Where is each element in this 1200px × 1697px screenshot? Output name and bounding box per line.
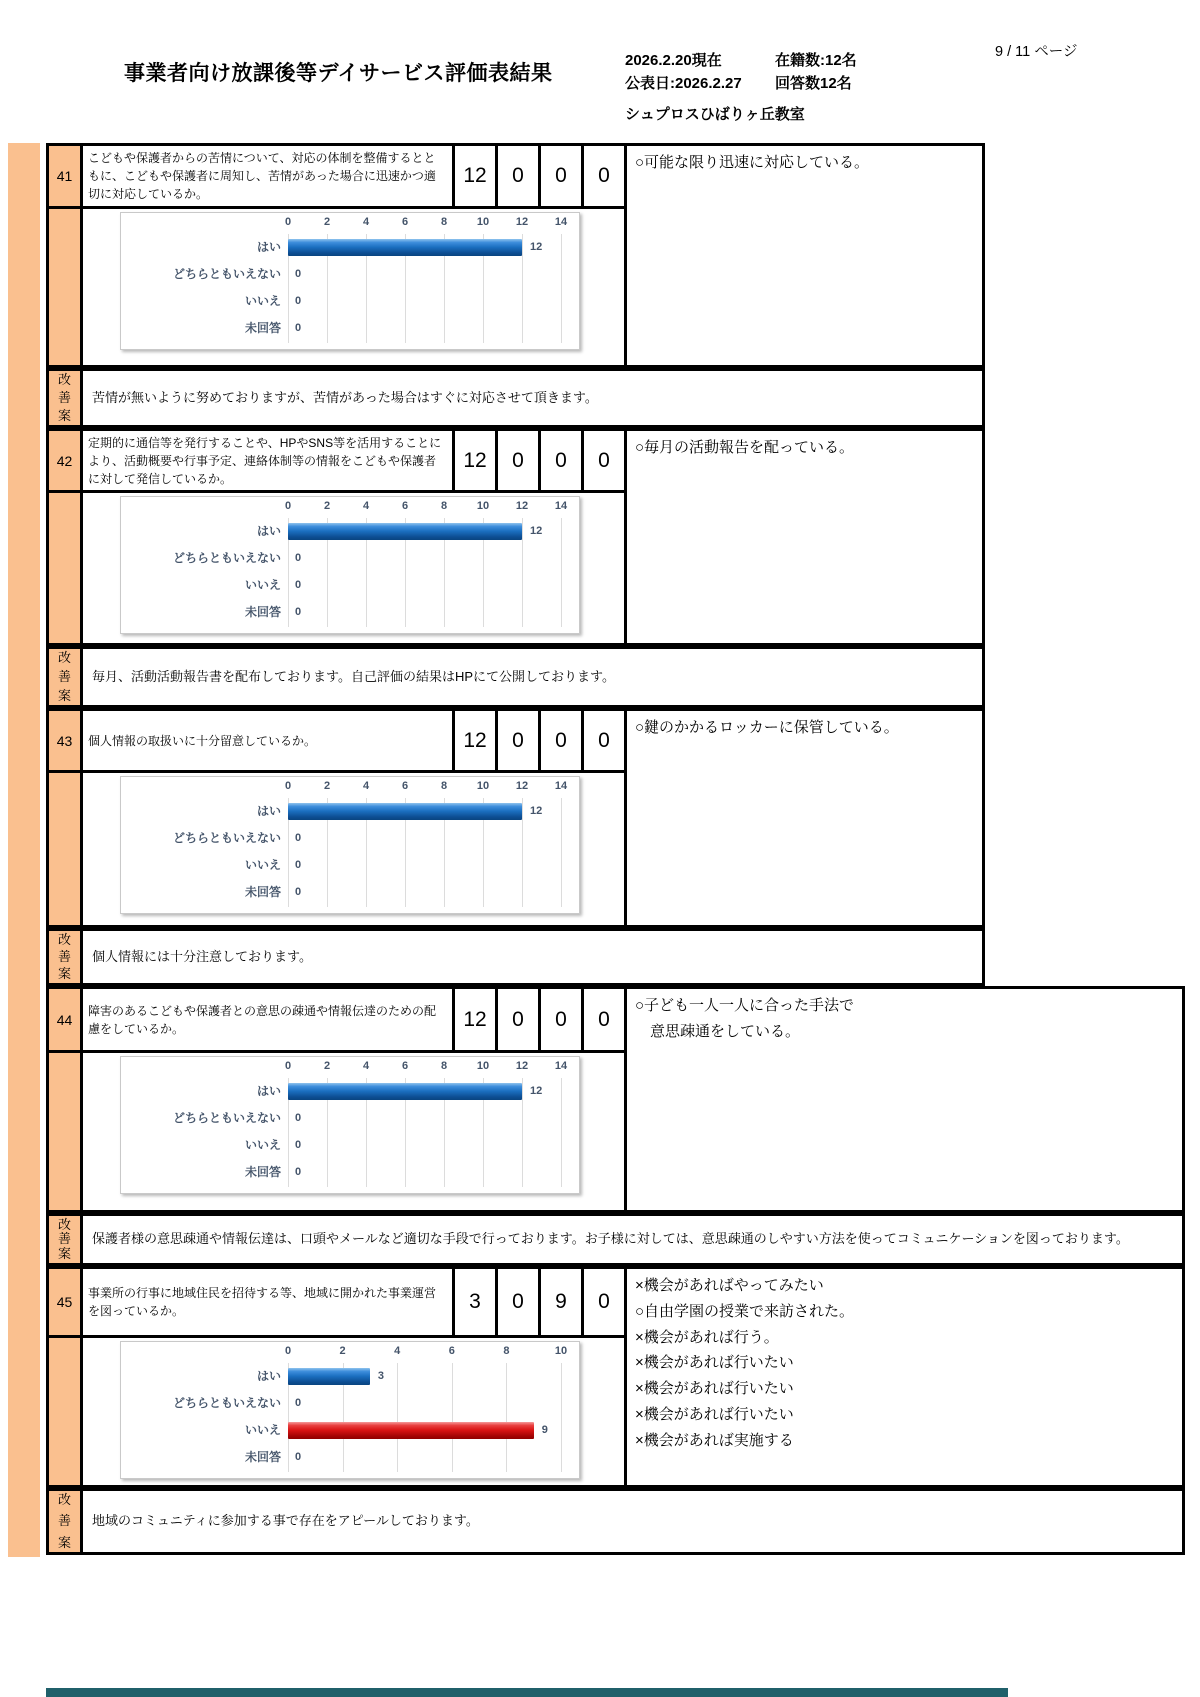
chart-row — [121, 261, 579, 288]
improvement-text: 毎月、活動活動報告書を配布しております。自己評価の結果はHPにて公開しております。 — [83, 649, 982, 705]
evaluation-section — [46, 708, 1185, 986]
category-label: 未回答 — [244, 1450, 281, 1464]
axis-tick-label: 12 — [515, 780, 529, 792]
value-label: 0 — [295, 322, 302, 334]
question-number: 45 — [49, 1269, 80, 1335]
question-number: 43 — [49, 711, 80, 770]
axis-tick-label: 8 — [503, 1345, 510, 1357]
value-label: 0 — [295, 1139, 302, 1151]
publish-date: 公表日:2026.2.27 — [625, 74, 742, 92]
bar-zone — [288, 1132, 579, 1159]
category-label: 未回答 — [244, 885, 281, 899]
bar-red — [288, 1422, 534, 1439]
evaluation-section — [46, 986, 1185, 1266]
question-number: 44 — [49, 989, 80, 1050]
comment-line: 意思疎通をしている。 — [635, 1022, 801, 1040]
score-no: 0 — [541, 711, 581, 770]
meta-row-1 — [625, 50, 857, 73]
chart-row — [121, 825, 579, 852]
bar-chart — [120, 776, 580, 914]
bar-blue — [288, 239, 522, 256]
score-noanswer: 0 — [584, 1269, 624, 1335]
axis-tick-label: 8 — [440, 780, 448, 792]
improvement-label-char: 善 — [57, 1513, 71, 1529]
value-label: 0 — [295, 579, 302, 591]
question-text: こどもや保護者からの苦情について、対応の体制を整備するとともに、こどもや保護者に周知し、苦情があった場合に迅速かつ適切に対応しているか。 — [83, 146, 452, 206]
improvement-label-char: 案 — [57, 407, 71, 423]
axis-tick-label: 2 — [323, 1060, 331, 1072]
facility-name: シュプロスひばりヶ丘教室 — [625, 106, 805, 123]
bar-zone — [288, 1363, 579, 1390]
score-neither: 0 — [498, 989, 538, 1050]
axis-tick-label: 4 — [362, 1060, 370, 1072]
score-noanswer: 0 — [584, 431, 624, 490]
chart-row-orange-cell — [49, 493, 80, 643]
axis-tick-label: 6 — [401, 1060, 409, 1072]
section-grid — [46, 708, 985, 928]
category-label: いいえ — [244, 1138, 281, 1152]
category-label: はい — [256, 240, 281, 254]
chart-row — [121, 1444, 579, 1471]
score-neither: 0 — [498, 431, 538, 490]
axis-tick-label: 0 — [284, 500, 292, 512]
comment-line: ○子ども一人一人に合った手法で — [635, 997, 855, 1014]
chart-row-orange-cell — [49, 773, 80, 925]
axis-tick-label: 8 — [440, 1060, 448, 1072]
bar-zone — [288, 798, 579, 825]
axis-tick-label: 14 — [554, 780, 568, 792]
axis-tick-label: 0 — [284, 1345, 292, 1357]
improvement-label-char: 案 — [57, 1245, 71, 1261]
comment-line: ×機会があれば行いたい — [635, 1405, 794, 1423]
chart-row — [121, 1363, 579, 1390]
improvement-text: 苦情が無いように努めておりますが、苦情があった場合はすぐに対応させて頂きます。 — [83, 371, 982, 425]
left-orange-strip — [8, 143, 40, 1557]
chart-cell — [83, 773, 624, 925]
comment-line: ×機会があれば行う。 — [635, 1328, 779, 1346]
category-label: どちらともいえない — [172, 1111, 281, 1125]
improvement-label-char: 改 — [57, 1217, 71, 1232]
question-text: 個人情報の取扱いに十分留意しているか。 — [83, 711, 452, 770]
axis-tick-label: 6 — [401, 780, 409, 792]
bar-zone — [288, 1390, 579, 1417]
improvement-label-char: 改 — [57, 932, 71, 947]
improvement-label-char: 善 — [57, 389, 71, 405]
score-neither: 0 — [498, 1269, 538, 1335]
axis-tick-label: 2 — [339, 1345, 346, 1357]
axis-tick-label: 0 — [284, 780, 292, 792]
chart-row — [121, 315, 579, 342]
improvement-label-char: 改 — [57, 1492, 71, 1507]
score-no: 9 — [541, 1269, 581, 1335]
bar-zone — [288, 288, 579, 315]
bar-chart — [120, 1341, 580, 1479]
chart-row — [121, 1159, 579, 1186]
value-label: 12 — [530, 805, 543, 817]
bar-zone — [288, 545, 579, 572]
category-label: どちらともいえない — [172, 1396, 281, 1410]
chart-row — [121, 1078, 579, 1105]
improvement-row — [46, 1488, 1185, 1555]
value-label: 0 — [295, 295, 302, 307]
table-body — [46, 143, 1185, 1555]
value-label: 0 — [295, 1112, 302, 1124]
comment-line: ○可能な限り迅速に対応している。 — [635, 154, 870, 171]
bar-zone — [288, 261, 579, 288]
axis-tick-label: 4 — [394, 1345, 401, 1357]
bar-blue — [288, 523, 522, 540]
category-label: はい — [256, 1369, 281, 1383]
question-text: 定期的に通信等を発行することや、HPやSNS等を活用することにより、活動概要や行事予定、連絡体制等の情報をこどもや保護者に対して発信しているか。 — [83, 431, 452, 490]
axis-tick-label: 12 — [515, 1060, 529, 1072]
chart-row — [121, 852, 579, 879]
comment-line: ○毎月の活動報告を配っている。 — [635, 439, 855, 456]
axis-tick-label: 0 — [284, 1060, 292, 1072]
score-neither: 0 — [498, 711, 538, 770]
comment-cell — [627, 146, 982, 365]
chart-cell — [83, 209, 624, 365]
improvement-label — [49, 1491, 80, 1552]
bar-zone — [288, 1159, 579, 1186]
bar-zone — [288, 1444, 579, 1471]
value-label: 0 — [295, 886, 302, 898]
comment-cell — [627, 989, 1182, 1210]
chart-row — [121, 1417, 579, 1444]
value-label: 12 — [530, 241, 543, 253]
section-grid — [46, 986, 1185, 1213]
responses-count: 回答数12名 — [775, 74, 852, 92]
category-label: いいえ — [244, 294, 281, 308]
improvement-row — [46, 1213, 1185, 1266]
axis-tick-label: 0 — [284, 216, 292, 228]
bar-zone — [288, 1105, 579, 1132]
page-title: 事業者向け放課後等デイサービス評価表結果 — [124, 62, 553, 85]
chart-row — [121, 545, 579, 572]
value-label: 0 — [295, 552, 302, 564]
page-number: 9 / 11 ページ — [995, 44, 1078, 60]
evaluation-section — [46, 428, 1185, 708]
category-label: どちらともいえない — [172, 831, 281, 845]
score-yes: 3 — [455, 1269, 495, 1335]
axis-tick-label: 10 — [476, 1060, 490, 1072]
bar-zone — [288, 572, 579, 599]
comment-cell — [627, 711, 982, 925]
chart-row — [121, 1105, 579, 1132]
axis-tick-label: 2 — [323, 780, 331, 792]
bar-zone — [288, 234, 579, 261]
axis-tick-label: 2 — [323, 216, 331, 228]
chart-row — [121, 572, 579, 599]
value-label: 12 — [530, 1085, 543, 1097]
bar-zone — [288, 1078, 579, 1105]
evaluation-section — [46, 143, 1185, 428]
value-label: 0 — [295, 268, 302, 280]
score-neither: 0 — [498, 146, 538, 206]
section-grid — [46, 428, 985, 646]
chart-cell — [83, 1053, 624, 1210]
bar-zone — [288, 315, 579, 342]
score-no: 0 — [541, 146, 581, 206]
axis-tick-label: 2 — [323, 500, 331, 512]
improvement-label-char: 案 — [57, 965, 71, 981]
chart-rows — [121, 234, 579, 342]
bar-chart — [120, 1056, 580, 1194]
category-label: いいえ — [244, 1423, 281, 1437]
improvement-label — [49, 649, 80, 705]
axis-tick-label: 10 — [554, 1345, 568, 1357]
enrolled-count: 在籍数:12名 — [775, 52, 857, 69]
chart-row — [121, 879, 579, 906]
bar-chart — [120, 496, 580, 634]
bar-chart — [120, 212, 580, 350]
chart-row — [121, 599, 579, 626]
improvement-label — [49, 931, 80, 983]
score-yes: 12 — [455, 431, 495, 490]
score-yes: 12 — [455, 146, 495, 206]
section-grid — [46, 143, 985, 368]
bar-zone — [288, 599, 579, 626]
chart-row-orange-cell — [49, 1053, 80, 1210]
bar-blue — [288, 1083, 522, 1100]
bar-zone — [288, 879, 579, 906]
category-label: はい — [256, 804, 281, 818]
improvement-text: 地域のコミュニティに参加する事で存在をアピールしております。 — [83, 1491, 1182, 1552]
axis-tick-label: 6 — [448, 1345, 455, 1357]
axis-tick-label: 6 — [401, 500, 409, 512]
axis-tick-label: 4 — [362, 500, 370, 512]
bar-zone — [288, 852, 579, 879]
category-label: はい — [256, 524, 281, 538]
axis-tick-label: 10 — [476, 216, 490, 228]
chart-rows — [121, 1078, 579, 1186]
category-label: いいえ — [244, 578, 281, 592]
score-noanswer: 0 — [584, 989, 624, 1050]
chart-row-orange-cell — [49, 209, 80, 365]
category-label: 未回答 — [244, 605, 281, 619]
chart-row — [121, 1132, 579, 1159]
value-label: 3 — [377, 1370, 385, 1382]
improvement-label-char: 案 — [57, 687, 71, 703]
category-label: 未回答 — [244, 321, 281, 335]
category-label: いいえ — [244, 858, 281, 872]
value-label: 0 — [295, 1451, 302, 1463]
bar-zone — [288, 518, 579, 545]
comment-line: ○自由学園の授業で来訪された。 — [635, 1302, 855, 1320]
comment-line: ×機会があれば行いたい — [635, 1380, 794, 1398]
axis-tick-label: 10 — [476, 500, 490, 512]
value-label: 0 — [295, 1166, 302, 1178]
axis-tick-label: 8 — [440, 500, 448, 512]
date-current: 2026.2.20現在 — [625, 52, 722, 69]
chart-row — [121, 518, 579, 545]
axis-tick-label: 14 — [554, 1060, 568, 1072]
comment-cell — [627, 431, 982, 643]
score-no: 0 — [541, 989, 581, 1050]
chart-rows — [121, 798, 579, 906]
score-no: 0 — [541, 431, 581, 490]
axis-tick-label: 4 — [362, 780, 370, 792]
improvement-text: 保護者様の意思疎通や情報伝達は、口頭やメールなど適切な手段で行っております。お子様に対しては、意思疎通のしやすい方法を使ってコミュニケーションを図っております。 — [83, 1216, 1182, 1263]
axis-tick-label: 14 — [554, 216, 568, 228]
category-label: どちらともいえない — [172, 551, 281, 565]
improvement-label — [49, 1216, 80, 1263]
chart-cell — [83, 1338, 624, 1485]
question-number: 41 — [49, 146, 80, 206]
chart-cell — [83, 493, 624, 643]
bar-blue — [288, 803, 522, 820]
axis-tick-label: 8 — [440, 216, 448, 228]
evaluation-section — [46, 1266, 1185, 1555]
improvement-row — [46, 928, 985, 986]
value-label: 0 — [295, 832, 302, 844]
score-noanswer: 0 — [584, 711, 624, 770]
comment-line: ○鍵のかかるロッカーに保管している。 — [635, 719, 899, 736]
improvement-label — [49, 371, 80, 425]
value-label: 0 — [295, 859, 302, 871]
chart-row — [121, 1390, 579, 1417]
question-text: 障害のあるこどもや保護者との意思の疎通や情報伝達のための配慮をしているか。 — [83, 989, 452, 1050]
question-text: 事業所の行事に地域住民を招待する等、地域に開かれた事業運営を図っているか。 — [83, 1269, 452, 1335]
improvement-label-char: 改 — [57, 650, 71, 665]
improvement-label-char: 改 — [57, 372, 71, 387]
axis-tick-label: 4 — [362, 216, 370, 228]
chart-row — [121, 234, 579, 261]
category-label: 未回答 — [244, 1165, 281, 1179]
bar-blue — [288, 1368, 370, 1385]
category-label: どちらともいえない — [172, 267, 281, 281]
value-label: 9 — [541, 1424, 548, 1436]
meta-row-2 — [625, 73, 857, 96]
improvement-label-char: 善 — [57, 1231, 71, 1247]
bar-zone — [288, 1417, 579, 1444]
chart-rows — [121, 1363, 579, 1471]
axis-tick-label: 14 — [554, 500, 568, 512]
chart-row-orange-cell — [49, 1338, 80, 1485]
improvement-label-char: 案 — [57, 1534, 71, 1550]
question-number: 42 — [49, 431, 80, 490]
comment-cell — [627, 1269, 1182, 1485]
chart-rows — [121, 518, 579, 626]
axis-tick-label: 12 — [515, 216, 529, 228]
value-label: 0 — [295, 1397, 302, 1409]
improvement-label-char: 善 — [57, 948, 71, 964]
next-section-band — [46, 1688, 1008, 1697]
axis-tick-label: 10 — [476, 780, 490, 792]
category-label: はい — [256, 1084, 281, 1098]
value-label: 12 — [530, 525, 543, 537]
comment-line: ×機会があればやってみたい — [635, 1277, 824, 1294]
section-grid — [46, 1266, 1185, 1488]
score-noanswer: 0 — [584, 146, 624, 206]
score-yes: 12 — [455, 711, 495, 770]
axis-tick-label: 6 — [401, 216, 409, 228]
improvement-label-char: 善 — [57, 668, 71, 684]
report-meta — [625, 50, 857, 127]
improvement-text: 個人情報には十分注意しております。 — [83, 931, 982, 983]
chart-row — [121, 798, 579, 825]
comment-line: ×機会があれば実施する — [635, 1431, 794, 1449]
chart-row — [121, 288, 579, 315]
axis-tick-label: 12 — [515, 500, 529, 512]
improvement-row — [46, 368, 985, 428]
improvement-row — [46, 646, 985, 708]
value-label: 0 — [295, 606, 302, 618]
comment-line: ×機会があれば行いたい — [635, 1354, 794, 1372]
bar-zone — [288, 825, 579, 852]
score-yes: 12 — [455, 989, 495, 1050]
